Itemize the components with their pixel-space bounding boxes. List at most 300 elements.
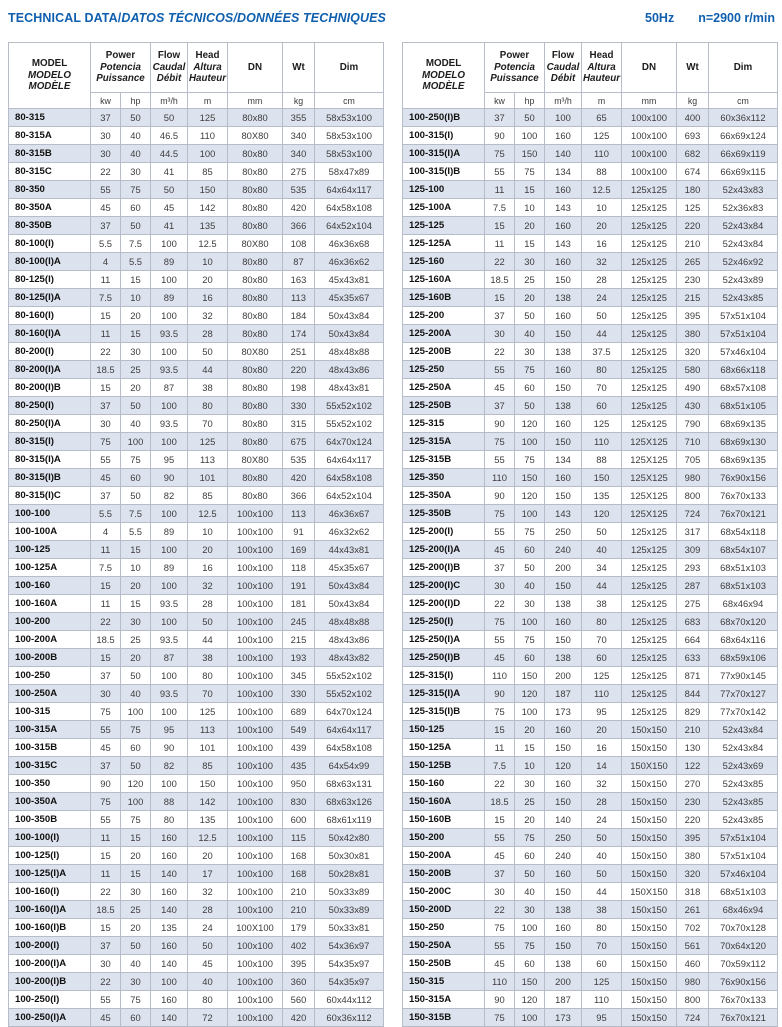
cell-model: 125-350A: [403, 487, 485, 505]
cell-head: 12.5: [188, 235, 228, 253]
unit-kw: kw: [485, 93, 515, 109]
cell-head: 40: [582, 847, 622, 865]
cell-dim: 60x36x112: [709, 109, 778, 127]
cell-model: 150-250A: [403, 937, 485, 955]
cell-flow: 120: [545, 757, 582, 775]
cell-dn: 125x125: [622, 649, 677, 667]
cell-head: 32: [188, 307, 228, 325]
cell-head: 20: [188, 541, 228, 559]
cell-flow: 160: [545, 307, 582, 325]
cell-model: 100-315: [9, 703, 91, 721]
cell-power-kw: 45: [485, 541, 515, 559]
table-row: [9, 397, 384, 415]
cell-weight: 163: [283, 271, 315, 289]
cell-weight: 193: [283, 649, 315, 667]
cell-dn: 100x100: [622, 163, 677, 181]
cell-power-hp: 120: [515, 487, 545, 505]
cell-flow: 143: [545, 505, 582, 523]
column-header-dn: [622, 43, 677, 93]
cell-model: 100-250: [9, 667, 91, 685]
cell-flow: 173: [545, 1009, 582, 1027]
pump-data-table-left: [8, 42, 384, 1027]
cell-head: 14: [582, 757, 622, 775]
cell-power-kw: 11: [485, 739, 515, 757]
cell-power-kw: 37: [485, 109, 515, 127]
cell-dn: 100x100: [228, 523, 283, 541]
cell-head: 80: [582, 361, 622, 379]
cell-weight: 380: [677, 847, 709, 865]
cell-weight: 125: [677, 199, 709, 217]
cell-dn: 150x150: [622, 793, 677, 811]
cell-power-kw: 75: [485, 703, 515, 721]
cell-power-kw: 30: [485, 577, 515, 595]
cell-dn: 100x100: [228, 955, 283, 973]
cell-dn: 150X150: [622, 757, 677, 775]
cell-power-hp: 20: [515, 721, 545, 739]
cell-flow: 138: [545, 595, 582, 613]
cell-head: 88: [582, 451, 622, 469]
header-line: Potencia: [100, 61, 141, 73]
column-header-flow: [545, 43, 582, 93]
cell-flow: 160: [545, 919, 582, 937]
cell-flow: 160: [151, 991, 188, 1009]
cell-weight: 402: [283, 937, 315, 955]
table-row: [403, 793, 778, 811]
cell-power-hp: 30: [121, 613, 151, 631]
cell-flow: 93.5: [151, 415, 188, 433]
cell-power-hp: 50: [121, 109, 151, 127]
cell-dim: 48x43x86: [315, 631, 384, 649]
table-row: [9, 775, 384, 793]
cell-weight: 275: [677, 595, 709, 613]
table-row: [403, 217, 778, 235]
cell-flow: 150: [545, 631, 582, 649]
cell-model: 80-315: [9, 109, 91, 127]
cell-model: 125-315A: [403, 433, 485, 451]
header-line: Flow: [157, 50, 181, 62]
cell-weight: 800: [677, 991, 709, 1009]
cell-flow: 41: [151, 163, 188, 181]
cell-dn: 100X100: [228, 919, 283, 937]
cell-dim: 50x43x84: [315, 325, 384, 343]
cell-flow: 150: [545, 271, 582, 289]
cell-head: 60: [582, 397, 622, 415]
cell-dn: 150x150: [622, 811, 677, 829]
column-header-head: [188, 43, 228, 93]
cell-head: 95: [582, 703, 622, 721]
cell-dim: 50x43x84: [315, 577, 384, 595]
cell-power-kw: 55: [91, 811, 121, 829]
cell-power-hp: 20: [121, 847, 151, 865]
cell-dim: 50x43x84: [315, 595, 384, 613]
cell-power-hp: 100: [515, 919, 545, 937]
table-row: [403, 181, 778, 199]
cell-power-hp: 20: [121, 379, 151, 397]
cell-power-hp: 100: [515, 613, 545, 631]
cell-dn: 80x80: [228, 181, 283, 199]
cell-dim: 57x46x104: [709, 865, 778, 883]
cell-flow: 140: [151, 1009, 188, 1027]
cell-power-kw: 75: [91, 433, 121, 451]
cell-flow: 100: [151, 343, 188, 361]
cell-weight: 724: [677, 1009, 709, 1027]
cell-power-hp: 40: [515, 577, 545, 595]
cell-power-kw: 75: [485, 1009, 515, 1027]
cell-head: 100: [188, 145, 228, 163]
cell-dim: 45x35x67: [315, 289, 384, 307]
cell-power-hp: 15: [121, 865, 151, 883]
table-row: [403, 721, 778, 739]
cell-flow: 138: [545, 955, 582, 973]
cell-flow: 89: [151, 523, 188, 541]
cell-weight: 91: [283, 523, 315, 541]
cell-power-kw: 30: [485, 883, 515, 901]
cell-weight: 315: [283, 415, 315, 433]
table-row: [9, 1009, 384, 1027]
cell-power-kw: 55: [91, 181, 121, 199]
table-row: [9, 451, 384, 469]
cell-dim: 77x70x142: [709, 703, 778, 721]
cell-dn: 125x125: [622, 577, 677, 595]
cell-power-kw: 15: [485, 217, 515, 235]
cell-power-hp: 25: [515, 271, 545, 289]
cell-head: 88: [582, 163, 622, 181]
cell-power-kw: 11: [485, 235, 515, 253]
cell-dn: 100x100: [228, 577, 283, 595]
cell-power-kw: 7.5: [91, 289, 121, 307]
cell-flow: 200: [545, 667, 582, 685]
cell-weight: 210: [283, 901, 315, 919]
cell-head: 80: [582, 613, 622, 631]
cell-power-hp: 150: [515, 469, 545, 487]
cell-power-hp: 40: [121, 145, 151, 163]
cell-weight: 293: [677, 559, 709, 577]
cell-power-kw: 75: [485, 505, 515, 523]
cell-power-kw: 4: [91, 523, 121, 541]
cell-head: 32: [188, 577, 228, 595]
cell-head: 16: [188, 289, 228, 307]
column-header-flow: [151, 43, 188, 93]
table-row: [403, 811, 778, 829]
cell-weight: 535: [283, 181, 315, 199]
cell-power-hp: 15: [121, 325, 151, 343]
cell-dim: 68x63x131: [315, 775, 384, 793]
cell-head: 72: [188, 1009, 228, 1027]
cell-model: 100-250(I)A: [9, 1009, 91, 1027]
cell-dim: 76x90x156: [709, 973, 778, 991]
cell-flow: 41: [151, 217, 188, 235]
cell-dn: 80x80: [228, 415, 283, 433]
table-row: [9, 415, 384, 433]
cell-head: 50: [582, 523, 622, 541]
table-row: [9, 703, 384, 721]
cell-power-kw: 37: [485, 307, 515, 325]
cell-flow: 150: [545, 937, 582, 955]
cell-power-kw: 18.5: [91, 361, 121, 379]
cell-head: 44: [582, 325, 622, 343]
cell-power-kw: 18.5: [91, 901, 121, 919]
cell-flow: 100: [151, 577, 188, 595]
cell-dn: 80x80: [228, 379, 283, 397]
cell-weight: 980: [677, 469, 709, 487]
cell-weight: 184: [283, 307, 315, 325]
cell-dim: 52x36x83: [709, 199, 778, 217]
cell-flow: 100: [151, 973, 188, 991]
cell-power-hp: 75: [515, 523, 545, 541]
cell-flow: 160: [151, 937, 188, 955]
cell-model: 125-315(I)B: [403, 703, 485, 721]
cell-weight: 317: [677, 523, 709, 541]
cell-head: 85: [188, 163, 228, 181]
cell-dim: 64x52x104: [315, 217, 384, 235]
cell-weight: 180: [677, 181, 709, 199]
cell-flow: 140: [151, 901, 188, 919]
cell-flow: 200: [545, 973, 582, 991]
cell-dn: 125x125: [622, 217, 677, 235]
cell-head: 142: [188, 199, 228, 217]
table-body: [9, 109, 384, 1027]
cell-head: 16: [188, 559, 228, 577]
cell-dn: 100x100: [228, 847, 283, 865]
table-row: [9, 559, 384, 577]
table-row: [403, 991, 778, 1009]
cell-head: 110: [582, 991, 622, 1009]
table-row: [9, 361, 384, 379]
header-line: Wt: [686, 61, 699, 73]
cell-power-hp: 50: [515, 559, 545, 577]
cell-head: 28: [188, 325, 228, 343]
cell-dn: 100x100: [228, 541, 283, 559]
cell-dim: 76x90x156: [709, 469, 778, 487]
cell-weight: 689: [283, 703, 315, 721]
cell-head: 125: [582, 667, 622, 685]
table-row: [403, 523, 778, 541]
cell-head: 12.5: [188, 829, 228, 847]
cell-power-hp: 120: [515, 991, 545, 1009]
cell-model: 100-350: [9, 775, 91, 793]
cell-weight: 130: [677, 739, 709, 757]
cell-dn: 80x80: [228, 433, 283, 451]
header-line: Wt: [292, 61, 305, 73]
table-row: [403, 397, 778, 415]
cell-flow: 173: [545, 703, 582, 721]
cell-head: 135: [582, 487, 622, 505]
cell-power-hp: 100: [515, 505, 545, 523]
column-header-head: [582, 43, 622, 93]
cell-model: 150-315A: [403, 991, 485, 1009]
header-line: Power: [105, 50, 136, 62]
header-line: MODEL: [425, 58, 462, 70]
table-row: [9, 991, 384, 1009]
cell-model: 80-200(I): [9, 343, 91, 361]
cell-head: 70: [188, 685, 228, 703]
cell-power-kw: 5.5: [91, 505, 121, 523]
cell-dim: 57x51x104: [709, 847, 778, 865]
cell-head: 37.5: [582, 343, 622, 361]
cell-dim: 76x70x133: [709, 991, 778, 1009]
cell-model: 80-200(I)A: [9, 361, 91, 379]
cell-weight: 830: [283, 793, 315, 811]
header-line: Puissance: [490, 73, 539, 85]
cell-head: 38: [188, 649, 228, 667]
column-header-dim: [709, 43, 778, 93]
cell-power-kw: 7.5: [485, 199, 515, 217]
cell-dim: 68x63x126: [315, 793, 384, 811]
cell-power-kw: 90: [91, 775, 121, 793]
cell-weight: 600: [283, 811, 315, 829]
cell-flow: 93.5: [151, 595, 188, 613]
cell-flow: 87: [151, 649, 188, 667]
cell-weight: 395: [677, 307, 709, 325]
cell-power-hp: 75: [515, 631, 545, 649]
cell-weight: 230: [677, 271, 709, 289]
cell-head: 28: [582, 793, 622, 811]
cell-dim: 64x52x104: [315, 487, 384, 505]
cell-dn: 100x100: [228, 793, 283, 811]
cell-weight: 360: [283, 973, 315, 991]
cell-dim: 45x43x81: [315, 271, 384, 289]
cell-power-kw: 22: [91, 883, 121, 901]
table-row: [9, 829, 384, 847]
cell-weight: 210: [283, 883, 315, 901]
cell-dn: 80X80: [228, 451, 283, 469]
cell-power-hp: 60: [121, 199, 151, 217]
cell-head: 50: [188, 343, 228, 361]
cell-power-hp: 25: [121, 631, 151, 649]
cell-dim: 54x35x97: [315, 973, 384, 991]
cell-model: 125-350B: [403, 505, 485, 523]
cell-power-kw: 30: [91, 415, 121, 433]
cell-dn: 100x100: [622, 145, 677, 163]
cell-dn: 125X125: [622, 469, 677, 487]
cell-weight: 340: [283, 127, 315, 145]
table-row: [9, 325, 384, 343]
cell-head: 16: [582, 235, 622, 253]
cell-dim: 57x51x104: [709, 829, 778, 847]
cell-power-hp: 40: [121, 127, 151, 145]
cell-model: 100-200(I)A: [9, 955, 91, 973]
cell-model: 100-350B: [9, 811, 91, 829]
header-line: Flow: [551, 50, 575, 62]
cell-dn: 100x100: [228, 739, 283, 757]
cell-head: 16: [582, 739, 622, 757]
cell-dn: 80x80: [228, 271, 283, 289]
cell-flow: 45: [151, 199, 188, 217]
cell-dim: 52x43x84: [709, 721, 778, 739]
cell-model: 100-200: [9, 613, 91, 631]
cell-power-kw: 45: [485, 847, 515, 865]
cell-head: 150: [582, 469, 622, 487]
cell-model: 100-160: [9, 577, 91, 595]
cell-weight: 215: [283, 631, 315, 649]
cell-model: 80-125(I)A: [9, 289, 91, 307]
cell-power-kw: 30: [91, 955, 121, 973]
table-row: [403, 613, 778, 631]
cell-dim: 68x46x94: [709, 595, 778, 613]
cell-power-hp: 25: [515, 793, 545, 811]
cell-power-hp: 50: [515, 865, 545, 883]
table-row: [9, 199, 384, 217]
cell-weight: 179: [283, 919, 315, 937]
cell-dim: 52x43x85: [709, 775, 778, 793]
table-row: [403, 271, 778, 289]
cell-head: 38: [582, 901, 622, 919]
cell-head: 50: [582, 307, 622, 325]
cell-power-kw: 37: [485, 559, 515, 577]
header-line: MODÈLE: [422, 81, 465, 93]
cell-power-kw: 75: [485, 613, 515, 631]
cell-weight: 210: [677, 721, 709, 739]
cell-dim: 68x51x103: [709, 559, 778, 577]
cell-model: 100-160(I)B: [9, 919, 91, 937]
table-body: [403, 109, 778, 1027]
cell-head: 125: [188, 433, 228, 451]
cell-weight: 215: [677, 289, 709, 307]
cell-flow: 93.5: [151, 361, 188, 379]
cell-power-kw: 55: [485, 937, 515, 955]
table-row: [403, 955, 778, 973]
cell-model: 150-160: [403, 775, 485, 793]
cell-power-kw: 37: [91, 487, 121, 505]
table-row: [403, 235, 778, 253]
table-row: [9, 307, 384, 325]
cell-power-hp: 100: [121, 703, 151, 721]
cell-model: 150-250: [403, 919, 485, 937]
cell-dn: 125x125: [622, 379, 677, 397]
cell-dim: 58x53x100: [315, 109, 384, 127]
cell-power-hp: 20: [121, 577, 151, 595]
cell-model: 150-200C: [403, 883, 485, 901]
cell-power-kw: 22: [485, 343, 515, 361]
cell-weight: 318: [677, 883, 709, 901]
cell-weight: 115: [283, 829, 315, 847]
cell-dim: 52x43x83: [709, 181, 778, 199]
cell-model: 80-315C: [9, 163, 91, 181]
cell-weight: 664: [677, 631, 709, 649]
cell-flow: 46.5: [151, 127, 188, 145]
unit-dim: cm: [315, 93, 384, 109]
unit-wt: kg: [283, 93, 315, 109]
table-row: [9, 919, 384, 937]
unit-flow: m³/h: [151, 93, 188, 109]
cell-dn: 100x100: [622, 109, 677, 127]
cell-power-kw: 4: [91, 253, 121, 271]
cell-model: 100-125A: [9, 559, 91, 577]
cell-model: 80-350B: [9, 217, 91, 235]
cell-flow: 160: [545, 127, 582, 145]
cell-head: 135: [188, 811, 228, 829]
cell-model: 100-315A: [9, 721, 91, 739]
cell-model: 100-100(I): [9, 829, 91, 847]
cell-model: 125-200B: [403, 343, 485, 361]
cell-dn: 125x125: [622, 235, 677, 253]
header-line: Caudal: [152, 61, 186, 73]
table-row: [403, 325, 778, 343]
cell-dn: 125x125: [622, 613, 677, 631]
cell-power-hp: 30: [515, 901, 545, 919]
cell-power-kw: 37: [91, 757, 121, 775]
cell-flow: 140: [545, 145, 582, 163]
cell-dim: 48x43x86: [315, 361, 384, 379]
cell-power-hp: 120: [121, 775, 151, 793]
cell-dim: 68x61x119: [315, 811, 384, 829]
cell-power-kw: 45: [91, 199, 121, 217]
cell-power-hp: 40: [515, 883, 545, 901]
cell-power-kw: 15: [91, 577, 121, 595]
cell-power-hp: 30: [121, 973, 151, 991]
cell-power-kw: 75: [485, 145, 515, 163]
cell-model: 100-125(I): [9, 847, 91, 865]
